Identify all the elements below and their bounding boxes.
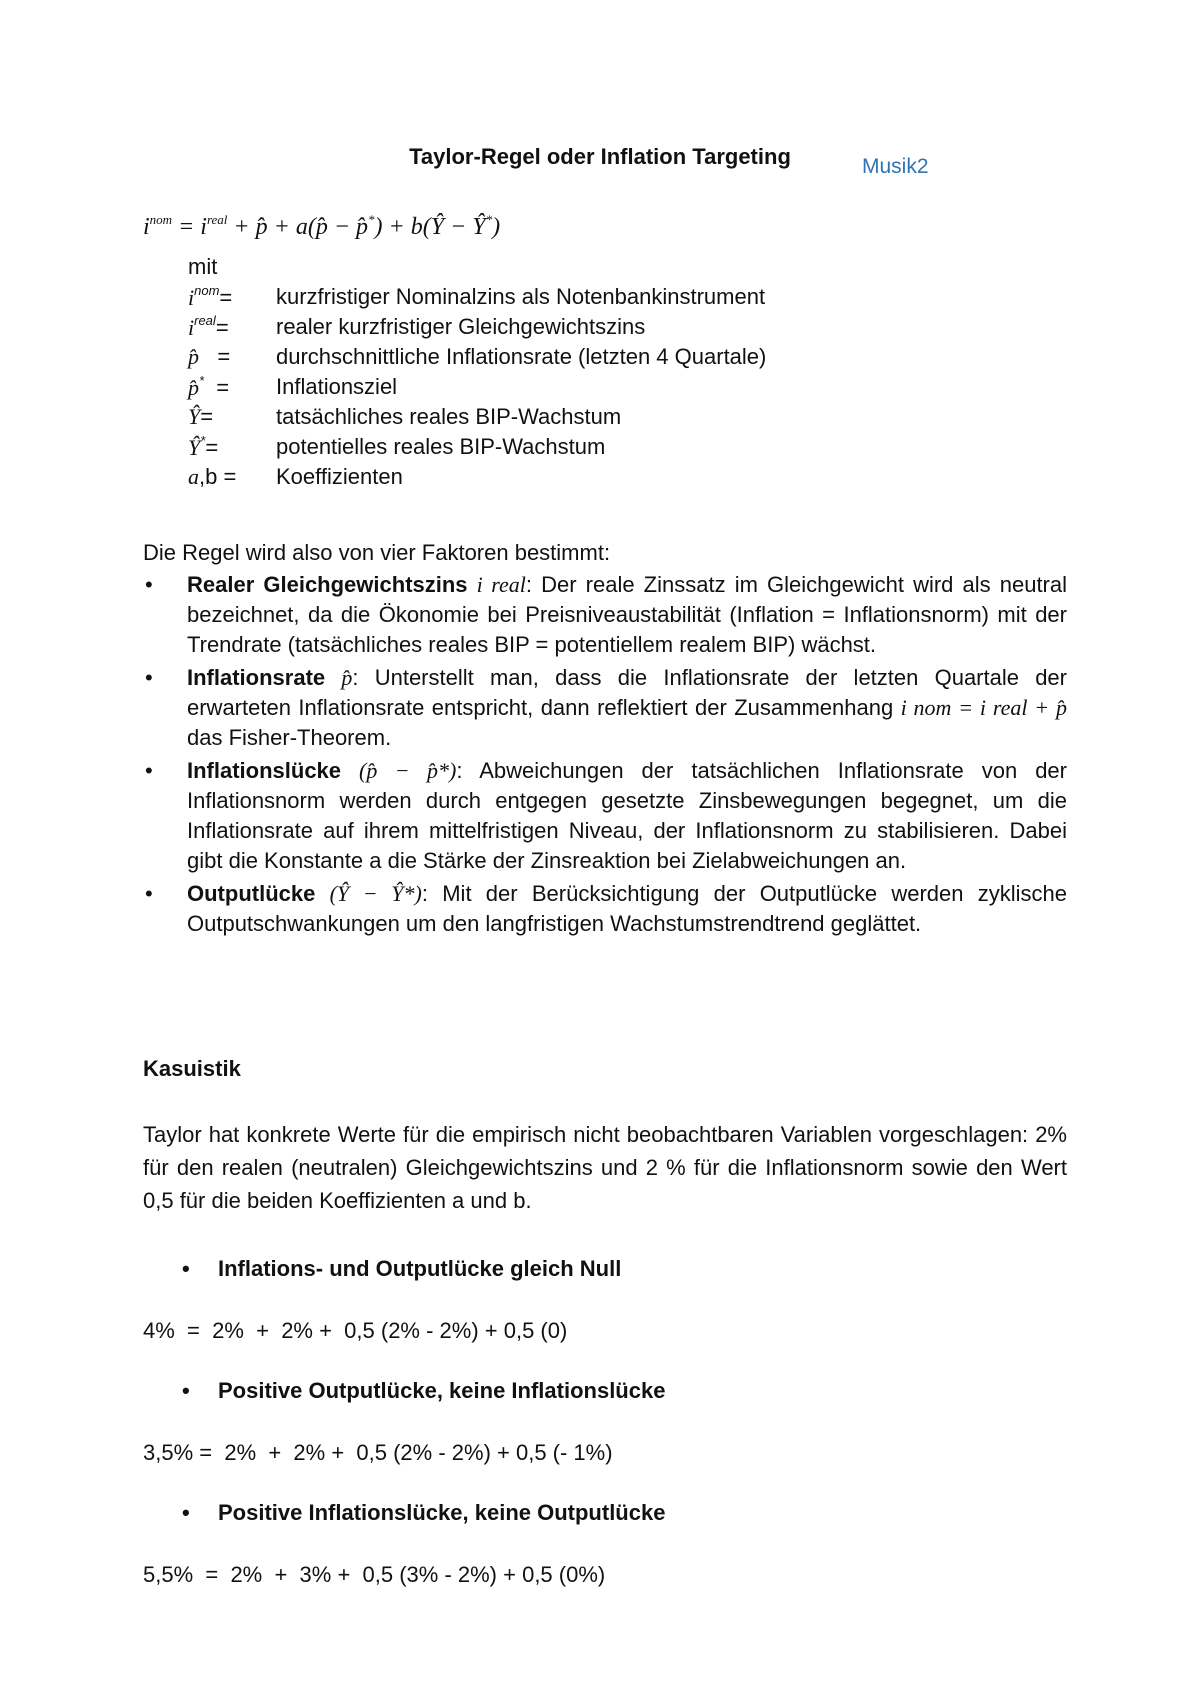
list-item: • Inflationsrate p̂: Unterstellt man, dass die Inflationsrate der letzten Quartale der erwarteten Inflationsrate entspricht, dann reflektiert der Zusammenhang i nom = i real + p̂ das Fisher-Theorem. [145, 665, 1067, 750]
intro-text: Die Regel wird also von vier Faktoren bestimmt: [143, 540, 611, 565]
case-equation: 4% = 2% + 2% + 0,5 (2% - 2%) + 0,5 (0) [143, 1318, 568, 1343]
taylor-formula: $i^{nom} = i^{real}$ + p̂ + a(p̂ − p̂*) + b(Ŷ − Ŷ*) [143, 212, 501, 240]
definition-row: Ŷ*= potentielles reales BIP-Wachstum [188, 433, 606, 460]
case-equation: 5,5% = 2% + 3% + 0,5 (3% - 2%) + 0,5 (0%) [143, 1562, 606, 1587]
page-title: Taylor-Regel oder Inflation Targeting [409, 144, 791, 169]
section-heading: Kasuistik [143, 1056, 241, 1081]
list-item: • Outputlücke (Ŷ − Ŷ*): Mit der Berücksichtigung der Outputlücke werden zyklische Outputschwankungen um den langfristigen Wachstumstrendtrend geglättet. [145, 881, 1067, 936]
case-heading: • Positive Outputlücke, keine Inflationslücke [182, 1378, 666, 1403]
definition-list [188, 282, 766, 492]
tag-label: Musik2 [862, 155, 929, 178]
definition-row: $i^{nom}=$ kurzfristiger Nominalzins als Notenbankinstrument [188, 283, 766, 310]
case-heading: • Inflations- und Outputlücke gleich Null [182, 1256, 622, 1281]
definition-row: p̂ = durchschnittliche Inflationsrate (letzten 4 Quartale) [188, 344, 767, 369]
kasuistik-paragraph: Taylor hat konkrete Werte für die empirisch nicht beobachtbaren Variablen vorgeschlagen: 2% für den realen (neutralen) Gleichgewichtszins und 2 % für die Inflationsnorm sowie den Wert 0,5 für die beiden Koeffizienten a und b. [143, 1122, 1067, 1213]
list-item: • Realer Gleichgewichtszins i real: Der reale Zinssatz im Gleichgewicht wird als neutral bezeichnet, da die Ökonomie bei Preisniveaustabilität (Inflation = Inflationsnorm) mit der Trendrate (tatsächliches reales BIP = potentiellem realem BIP) wächst. [145, 572, 1068, 657]
mit-label: mit [188, 254, 218, 279]
definition-row: p̂* = Inflationsziel [188, 373, 398, 400]
case-equation: 3,5% = 2% + 2% + 0,5 (2% - 2%) + 0,5 (- 1%) [143, 1440, 613, 1465]
factor-list [143, 570, 1067, 942]
case-heading: • Positive Inflationslücke, keine Outputlücke [182, 1500, 666, 1525]
definition-row: a,b = Koeffizienten [188, 464, 403, 489]
list-item: • Inflationslücke (p̂ − p̂*): Abweichungen der tatsächlichen Inflationsrate von der Inflationsnorm werden durch entgegen gesetzte Zinsbewegungen begegnet, um die Inflationsrate auf ihrem mittelfristigen Niveau, der Inflationsnorm zu stabilisieren. Dabei gibt die Konstante a die Stärke der Zinsreaktion bei Zielabweichungen an. [145, 758, 1067, 873]
definition-row: $i^{real}=$ realer kurzfristiger Gleichgewichtszins [188, 313, 646, 340]
definition-row: Ŷ= tatsächliches reales BIP-Wachstum [188, 404, 622, 429]
